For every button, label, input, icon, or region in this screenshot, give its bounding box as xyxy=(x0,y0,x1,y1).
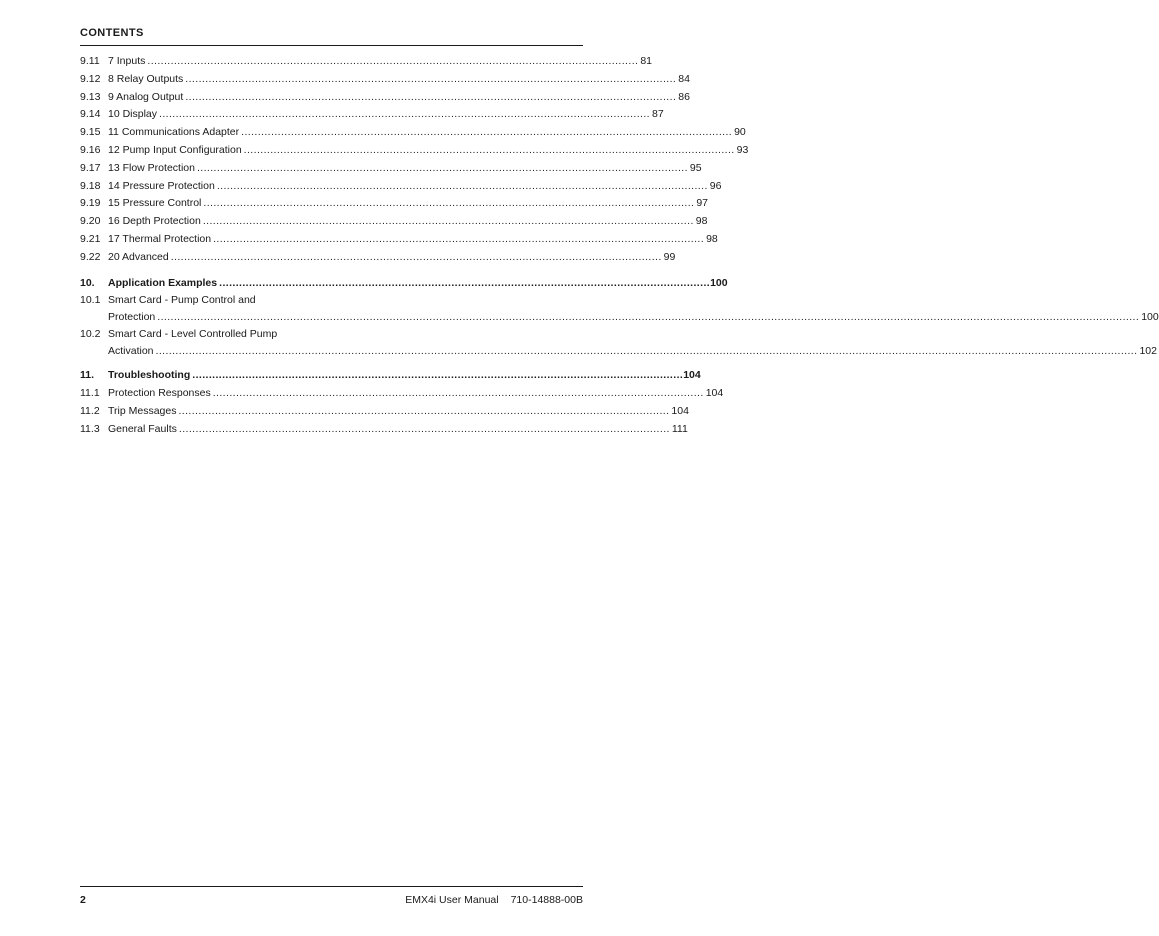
toc-leader-dots xyxy=(213,231,704,249)
toc-entry-page: 111 xyxy=(671,422,688,435)
toc-entry-title: General Faults xyxy=(108,422,177,435)
toc-leader-dots xyxy=(159,106,650,124)
toc-entry-number: 9.22 xyxy=(80,250,101,263)
toc-leader-dots xyxy=(192,367,683,385)
toc-entry[interactable] xyxy=(80,292,1159,325)
toc-entry[interactable] xyxy=(80,385,724,403)
toc-entry-title: 17 Thermal Protection xyxy=(108,232,212,245)
toc-chapter-number: 10. xyxy=(80,276,95,289)
toc-entry[interactable] xyxy=(80,421,688,439)
toc-leader-dots xyxy=(219,275,710,293)
toc-chapter-page: 104 xyxy=(683,369,701,382)
toc-entry[interactable] xyxy=(80,195,709,213)
toc-entry-title: Protection Responses xyxy=(108,387,211,400)
toc-entry-title: 7 Inputs xyxy=(108,55,146,67)
toc-leader-dots xyxy=(185,71,676,89)
toc-entry-title: Trip Messages xyxy=(108,404,177,417)
toc-leader-dots xyxy=(203,195,694,213)
toc-entry-number: 9.20 xyxy=(80,215,101,228)
toc-entry-page: 81 xyxy=(640,55,653,67)
toc-leader-dots: .................................................................................................................................................... ..... xyxy=(157,309,1139,326)
toc-entry-page: 97 xyxy=(696,197,709,210)
page-number: 2 xyxy=(80,894,86,906)
document-code: 710-14888-00B xyxy=(510,894,583,906)
toc-leader-dots xyxy=(217,178,708,196)
toc-leader-dots: .................................................................................................................................................... ..... xyxy=(156,343,1138,360)
toc-entry-number: 9.21 xyxy=(80,232,101,245)
toc-entry[interactable] xyxy=(80,71,690,89)
toc-entry[interactable] xyxy=(80,249,676,267)
footer-document-info xyxy=(405,894,583,906)
toc-entry-title: 9 Analog Output xyxy=(108,90,184,103)
toc-entry-title: 12 Pump Input Configuration xyxy=(108,143,242,156)
manual-title: EMX4i User Manual xyxy=(405,894,499,906)
toc-entry-title: 20 Advanced xyxy=(108,250,169,263)
toc-entry[interactable] xyxy=(80,124,746,142)
toc-entry-title: 14 Pressure Protection xyxy=(108,179,215,192)
toc-entry-title-continued: Protection xyxy=(108,310,156,323)
toc-entry-page: 104 xyxy=(671,404,689,417)
toc-entry[interactable] xyxy=(80,142,749,160)
toc-entry-number: 11.3 xyxy=(80,422,100,435)
toc-entry-page: 99 xyxy=(663,250,676,263)
toc-entry-number: 9.12 xyxy=(80,72,101,85)
toc-entry-title-continued: Activation xyxy=(108,344,154,357)
toc-leader-dots xyxy=(185,89,676,107)
toc-chapter-page: 100 xyxy=(710,276,728,289)
toc-chapter-number: 11. xyxy=(80,369,95,382)
toc-entry-number: 9.16 xyxy=(80,143,101,156)
toc-leader-dots xyxy=(241,124,732,142)
toc-entry-title: 8 Relay Outputs xyxy=(108,72,184,85)
toc-entry-title: 16 Depth Protection xyxy=(108,215,201,228)
toc-leader-dots xyxy=(147,53,638,71)
toc-chapter-11[interactable] xyxy=(80,367,701,385)
toc-entry-page: 90 xyxy=(734,126,746,139)
header-divider xyxy=(80,45,583,46)
toc-entry-page: 102 xyxy=(1139,344,1157,357)
toc-entry-number: 10.1 xyxy=(80,294,101,307)
toc-entry-page: 98 xyxy=(706,232,718,245)
toc-entry-number: 9.15 xyxy=(80,126,101,139)
toc-entry-title: 11 Communications Adapter xyxy=(108,126,240,139)
toc-entry-page: 96 xyxy=(709,179,722,192)
toc-entry-number: 11.1 xyxy=(80,387,100,400)
toc-leader-dots xyxy=(197,160,688,178)
toc-leader-dots xyxy=(244,142,735,160)
toc-entry[interactable] xyxy=(80,106,664,124)
toc-chapter-title: Application Examples xyxy=(108,276,218,289)
toc-entry-number: 9.19 xyxy=(80,197,101,210)
toc-entry[interactable] xyxy=(80,403,689,421)
toc-chapter-title: Troubleshooting xyxy=(108,369,191,382)
toc-entry-page: 86 xyxy=(678,90,690,103)
toc-chapter-10[interactable] xyxy=(80,275,728,293)
toc-leader-dots xyxy=(213,385,704,403)
toc-entry-title: Smart Card - Level Controlled Pump xyxy=(108,328,278,341)
toc-entry[interactable] xyxy=(80,53,653,71)
footer-divider xyxy=(80,886,583,887)
toc-entry-page: 87 xyxy=(651,108,664,121)
toc-entry[interactable] xyxy=(80,89,690,107)
toc-leader-dots xyxy=(171,249,662,267)
table-of-contents xyxy=(80,53,1159,439)
toc-entry-number: 11.2 xyxy=(80,404,100,417)
toc-entry[interactable] xyxy=(80,160,702,178)
toc-entry[interactable] xyxy=(80,326,1157,359)
toc-leader-dots xyxy=(178,403,669,421)
toc-entry-title: Smart Card - Pump Control and xyxy=(108,294,256,307)
toc-entry[interactable] xyxy=(80,231,718,249)
toc-entry[interactable] xyxy=(80,178,722,196)
page-header-title: CONTENTS xyxy=(80,27,144,39)
toc-entry-number: 9.14 xyxy=(80,108,101,121)
toc-entry-page: 98 xyxy=(695,215,708,228)
toc-leader-dots xyxy=(179,421,670,439)
toc-entry-page: 100 xyxy=(1141,310,1159,323)
toc-entry-title: 10 Display xyxy=(108,108,158,121)
toc-entry-title: 15 Pressure Control xyxy=(108,197,202,210)
toc-entry-number: 9.13 xyxy=(80,90,101,103)
toc-entry-number: 9.11 xyxy=(80,55,100,67)
toc-entry[interactable] xyxy=(80,213,708,231)
toc-entry-number: 9.17 xyxy=(80,161,101,174)
toc-entry-title: 13 Flow Protection xyxy=(108,161,195,174)
toc-entry-page: 95 xyxy=(689,161,702,174)
toc-entry-number: 9.18 xyxy=(80,179,101,192)
toc-entry-page: 104 xyxy=(705,387,724,400)
toc-entry-page: 84 xyxy=(678,72,690,85)
toc-leader-dots xyxy=(203,213,694,231)
toc-entry-page: 93 xyxy=(736,143,749,156)
toc-entry-number: 10.2 xyxy=(80,328,101,341)
